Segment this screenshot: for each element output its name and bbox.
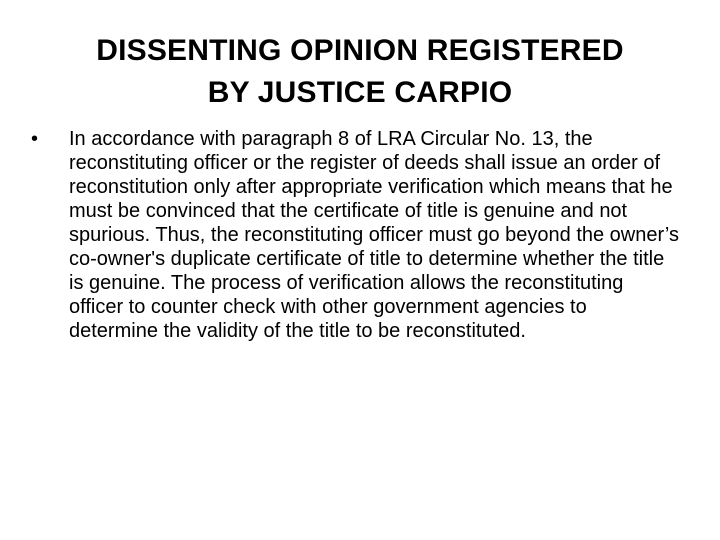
slide-title-line-1: DISSENTING OPINION REGISTERED: [96, 34, 624, 67]
bullet-list: [0, 127, 720, 343]
slide-title-line-2: BY JUSTICE CARPIO: [207, 76, 513, 109]
slide-title: [30, 30, 690, 114]
bullet-text: In accordance with paragraph 8 of LRA Circular No. 13, the reconstituting officer or the register of deeds shall issue an order of reconstitution only after appropriate verification which means that he must be convinced that the certificate of title is genuine and not spurious. Thus, the reconstituting officer must go beyond the owner’s co-owner's duplicate certificate of title to determine whether the title is genuine. The process of verification allows the reconstituting officer to counter check with other government agencies to determine the validity of the title to be reconstituted.: [69, 128, 679, 342]
bullet-item: [0, 127, 720, 343]
bullet-icon: •: [31, 128, 39, 150]
